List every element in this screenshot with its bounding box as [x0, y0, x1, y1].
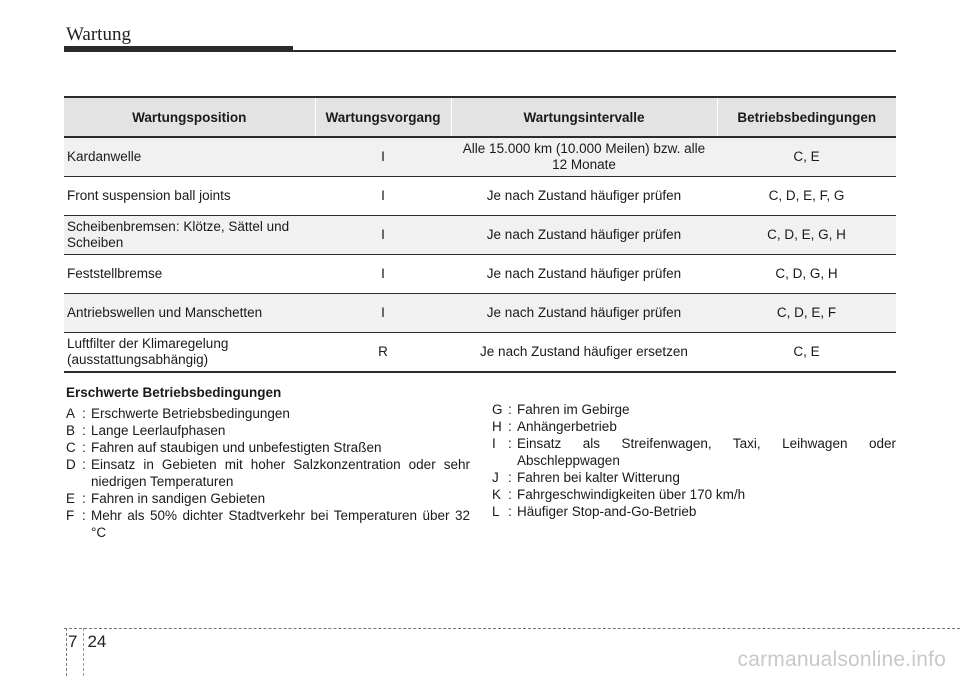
cell-operation: I: [315, 294, 451, 333]
footer-divider: [64, 628, 960, 629]
cell-interval: Je nach Zustand häufiger prüfen: [451, 255, 717, 294]
condition-key: K: [492, 487, 502, 502]
cell-position: Front suspension ball joints: [64, 177, 315, 216]
list-item: C : Fahren auf staubigen und unbefestigten Straßen: [66, 439, 470, 456]
cell-operation: I: [315, 255, 451, 294]
cell-interval: Je nach Zustand häufiger prüfen: [451, 177, 717, 216]
table-row: [64, 333, 896, 373]
footer-margin-line: [66, 628, 67, 676]
condition-text: Einsatz als Streifenwagen, Taxi, Leihwagen oder Abschleppwagen: [517, 436, 896, 468]
column-header-conditions: Betriebsbedingungen: [717, 97, 896, 137]
page-number-value: 24: [87, 632, 107, 651]
list-item: D : Einsatz in Gebieten mit hoher Salzkonzentration oder sehr niedrigen Temperaturen: [66, 457, 470, 489]
condition-text: Fahren in sandigen Gebieten: [91, 491, 266, 506]
list-item: K : Fahrgeschwindigkeiten über 170 km/h: [492, 486, 896, 503]
conditions-title: Erschwerte Betriebsbedingungen: [66, 385, 282, 400]
condition-text: Fahren bei kalter Witterung: [517, 470, 680, 485]
cell-conditions: C, D, E, F, G: [717, 177, 896, 216]
list-item: I : Einsatz als Streifenwagen, Taxi, Leihwagen oder Abschleppwagen: [492, 436, 896, 468]
condition-text: Fahren auf staubigen und unbefestigten Straßen: [91, 440, 382, 455]
list-item: H : Anhängerbetrieb: [492, 418, 896, 435]
column-header-operation: Wartungsvorgang: [315, 97, 451, 137]
cell-position: Kardanwelle: [64, 137, 315, 177]
cell-conditions: C, E: [717, 333, 896, 373]
conditions-list-left: [66, 405, 470, 541]
condition-key: J: [492, 470, 499, 485]
section-title: Wartung: [66, 24, 131, 45]
list-item: F : Mehr als 50% dichter Stadtverkehr bei Temperaturen über 32 °C: [66, 508, 470, 540]
cell-position: Scheibenbremsen: Klötze, Sättel und Scheiben: [64, 216, 315, 255]
cell-conditions: C, D, E, G, H: [717, 216, 896, 255]
condition-text: Fahren im Gebirge: [517, 402, 630, 417]
cell-conditions: C, E: [717, 137, 896, 177]
condition-key: G: [492, 402, 503, 417]
condition-key: A: [66, 406, 76, 421]
title-underline-thin: [293, 50, 896, 52]
cell-position: Feststellbremse: [64, 255, 315, 294]
condition-key: L: [492, 504, 500, 519]
condition-text: Lange Leerlaufphasen: [91, 423, 226, 438]
condition-key: F: [66, 508, 75, 523]
table-row: [64, 255, 896, 294]
cell-interval: Je nach Zustand häufiger prüfen: [451, 294, 717, 333]
cell-operation: I: [315, 216, 451, 255]
condition-text: Häufiger Stop-and-Go-Betrieb: [517, 504, 697, 519]
condition-key: E: [66, 491, 76, 506]
table-row: [64, 177, 896, 216]
list-item: B : Lange Leerlaufphasen: [66, 422, 470, 439]
condition-key: D: [66, 457, 76, 472]
cell-operation: I: [315, 177, 451, 216]
condition-key: I: [492, 436, 496, 451]
list-item: G : Fahren im Gebirge: [492, 401, 896, 418]
page-number: [68, 632, 106, 652]
table-row: [64, 137, 896, 177]
condition-text: Anhängerbetrieb: [517, 419, 617, 434]
table-header-row: [64, 97, 896, 137]
condition-key: C: [66, 440, 76, 455]
cell-interval: Alle 15.000 km (10.000 Meilen) bzw. alle 12 Monate: [451, 137, 717, 177]
cell-interval: Je nach Zustand häufiger prüfen: [451, 216, 717, 255]
title-underline-thick: [64, 46, 293, 52]
cell-conditions: C, D, G, H: [717, 255, 896, 294]
cell-position: Antriebswellen und Manschetten: [64, 294, 315, 333]
chapter-number: 7: [68, 632, 78, 651]
table-row: [64, 216, 896, 255]
cell-position: Luftfilter der Klimaregelung (ausstattungsabhängig): [64, 333, 315, 373]
condition-key: H: [492, 419, 502, 434]
list-item: A : Erschwerte Betriebsbedingungen: [66, 405, 470, 422]
column-header-interval: Wartungsintervalle: [451, 97, 717, 137]
list-item: J : Fahren bei kalter Witterung: [492, 469, 896, 486]
condition-text: Erschwerte Betriebsbedingungen: [91, 406, 290, 421]
condition-key: B: [66, 423, 76, 438]
condition-text: Mehr als 50% dichter Stadtverkehr bei Temperaturen über 32 °C: [91, 508, 470, 540]
condition-text: Fahrgeschwindigkeiten über 170 km/h: [517, 487, 746, 502]
list-item: L : Häufiger Stop-and-Go-Betrieb: [492, 503, 896, 520]
conditions-list-right: [492, 401, 896, 520]
watermark-text: carmanualsonline.info: [737, 648, 946, 671]
maintenance-table: [64, 96, 896, 373]
cell-conditions: C, D, E, F: [717, 294, 896, 333]
cell-operation: R: [315, 333, 451, 373]
cell-interval: Je nach Zustand häufiger ersetzen: [451, 333, 717, 373]
condition-text: Einsatz in Gebieten mit hoher Salzkonzentration oder sehr niedrigen Temperaturen: [91, 457, 470, 489]
column-header-position: Wartungsposition: [64, 97, 315, 137]
list-item: E : Fahren in sandigen Gebieten: [66, 490, 470, 507]
table-row: [64, 294, 896, 333]
cell-operation: I: [315, 137, 451, 177]
